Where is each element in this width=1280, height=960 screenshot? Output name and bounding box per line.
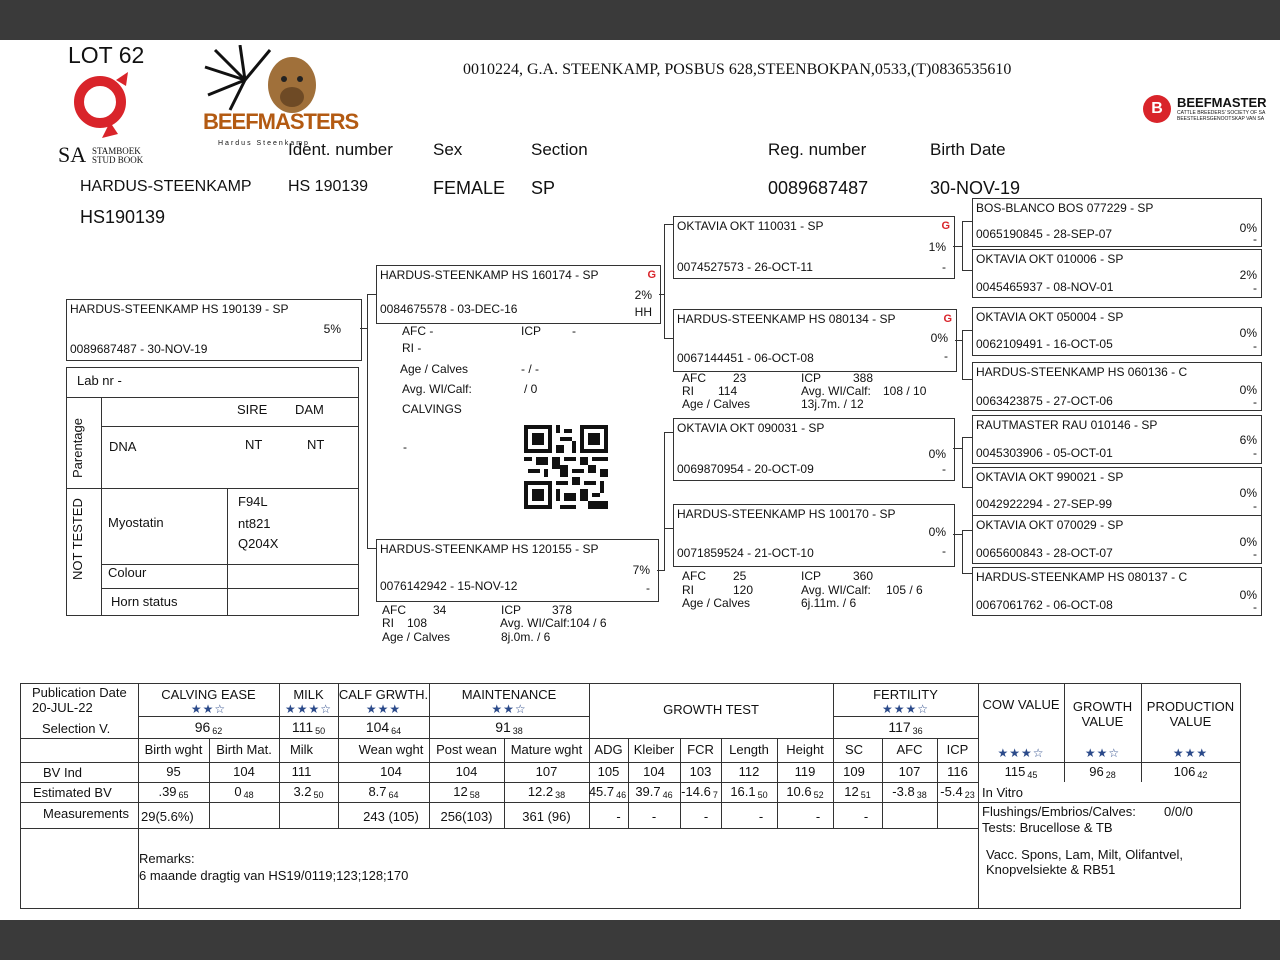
dam-age-calves: 8j.0m. / 6 [501,630,551,644]
gp-age-label: Age / Calves [682,397,751,411]
sire-avg: / 0 [524,382,538,396]
bv-value: 107 [898,764,921,779]
gp-afc: 25 [733,569,747,583]
ggp-dash: - [1253,232,1257,246]
gp-afc-label: AFC [682,371,706,385]
great-grandparent-box-7 [972,515,1262,564]
col-reg: Reg. number [768,140,867,159]
ggp-name: OKTAVIA OKT 010006 - SP [976,252,1124,266]
horn-status-label: Horn status [111,594,178,609]
grandparent-box-2 [673,309,957,372]
estimated-bv-label: Estimated BV [33,785,112,800]
stamboek-symbol-icon [58,72,158,142]
vaccinations-line-2: Knopvelsiekte & RB51 [986,862,1116,877]
gp-age-label: Age / Calves [682,596,751,610]
gp-afc-label: AFC [682,569,706,583]
great-grandparent-box-3 [972,307,1262,356]
grandparent-reg: 0069870954 - 20-OCT-09 [677,462,814,476]
bv-value: 119 [794,764,816,779]
in-vitro-label: In Vitro [982,785,1023,800]
ggp-reg: 0067061762 - 06-OCT-08 [976,598,1113,612]
sire-pct: 2% [634,288,652,302]
growth-value-stars-icon: ★★☆ [1084,746,1121,760]
calf-growth-stars-icon: ★★★ [365,702,402,716]
grandparent-reg: 0071859524 - 21-OCT-10 [677,546,814,560]
gp-avg-label: Avg. WI/Calf: [801,583,871,597]
sire-icp-label: ICP [521,324,542,338]
cow-value-header: COW VALUE [982,697,1060,712]
bv-value: 104 [455,764,478,779]
bv-value: 105 [597,764,620,779]
grandparent-pct: 0% [930,331,948,345]
col-sex: Sex [433,140,463,159]
est-value: 12 $_{58}$ [453,784,480,800]
col-birth-mat: Birth Mat. [216,742,272,757]
dam-name: HARDUS-STEENKAMP HS 120155 - SP [380,542,599,556]
est-value: 12 $_{51}$ [844,784,871,800]
myostatin-label: Myostatin [108,515,164,530]
animal-reg: 0089687487 [768,178,869,198]
remarks-text: 6 maande dragtig van HS19/0119;123;128;170 [139,868,409,883]
great-grandparent-box-5 [972,415,1262,464]
grandparent-pct: 0% [928,447,946,461]
animal-birth: 30-NOV-19 [930,178,1021,198]
beefmasters-text: BEEFMASTERS [203,109,359,134]
ggp-pct: 0% [1239,588,1257,602]
grandparent-name: OKTAVIA OKT 090031 - SP [677,421,825,435]
society-name: BEEFMASTER [1177,95,1267,110]
col-kleiber: Kleiber [633,742,675,757]
stamboek-logo [58,72,158,167]
owner-details: 0010224, G.A. STEENKAMP, POSBUS 628,STEENBOKPAN,0533,(T)0836535610 [463,61,1012,78]
ggp-dash: - [1253,600,1257,614]
dam-afc: 34 [433,603,447,617]
myostatin-nt821: nt821 [238,516,271,531]
ggp-reg: 0045465937 - 08-NOV-01 [976,280,1114,294]
gt-icon: G [943,313,952,325]
lot-number: LOT 62 [68,42,145,68]
grandparent-dash: - [942,544,946,558]
gp-ri: 120 [733,583,754,597]
col-sc: SC [844,742,864,757]
grandparent-reg: 0067144451 - 06-OCT-08 [677,351,814,365]
subject-reg: 0089687487 - 30-NOV-19 [70,342,208,356]
ggp-reg: 0042922294 - 27-SEP-99 [976,497,1113,511]
ggp-pct: 0% [1239,326,1257,340]
stamboek-text: STAMBOEK [92,146,141,156]
great-grandparent-box-2 [972,249,1262,298]
bv-value: 104 [380,764,402,779]
top-bar [0,0,1280,40]
bv-value: 104 [233,764,255,779]
col-icp: ICP [946,742,969,757]
gp-icp: 388 [853,371,874,385]
gp-age: 6j.11m. / 6 [801,596,857,610]
grandparent-name: HARDUS-STEENKAMP HS 100170 - SP [677,507,896,521]
meas-value: 361 (96) [522,809,571,824]
gp-avg: 108 / 10 [883,384,927,398]
col-height: Height [786,742,824,757]
ggp-name: HARDUS-STEENKAMP HS 080137 - C [976,570,1188,584]
flushings-value: 0/0/0 [1164,804,1193,819]
sire-reg: 0084675578 - 03-DEC-16 [380,302,518,316]
dna-dam: NT [307,437,325,452]
society-sub2: BEESTELERSGENOOTSKAP VAN SA [1177,116,1265,122]
sel-maint: 91 $_{38}$ [495,719,523,736]
maintenance-header: MAINTENANCE ★★☆ [429,687,589,716]
beefmasters-sub: Hardus Steenkamp [218,140,310,147]
est-value: .39 $_{65}$ [158,784,189,800]
bv-growth-value: 96 $_{28}$ [1089,764,1116,780]
ggp-pct: 0% [1239,221,1257,235]
subject-box [66,299,362,361]
bv-production-value: 106 $_{42}$ [1173,764,1208,780]
dam-ri: 108 [407,616,428,630]
sel-calving: 96 $_{62}$ [194,719,223,736]
meas-value: - [703,809,709,824]
grandparent-dash: - [942,462,946,476]
animal-sex: FEMALE [433,178,506,198]
growth-value-header: GROWTH VALUE [1072,699,1133,729]
sire-hh: HH [634,305,652,319]
est-value: -5.4 $_{23}$ [940,784,975,800]
parentage-label: Parentage [70,418,85,478]
dam-afc-label: AFC [382,603,406,617]
meas-value: - [616,809,621,824]
ggp-pct: 0% [1239,486,1257,500]
windmill-cow-icon [200,45,330,115]
lab-box [66,367,359,616]
ggp-reg: 0045303906 - 05-OCT-01 [976,446,1113,460]
great-grandparent-box-8 [972,567,1262,616]
bv-ind-label: BV Ind [43,765,83,780]
grandparent-box-3 [673,418,955,481]
col-birth-wght: Birth wght [144,742,203,757]
meas-value: - [758,809,764,824]
production-value-stars-icon: ★★★ [1172,746,1209,760]
fertility-header: FERTILITY ★★★☆ [833,687,978,716]
ggp-pct: 0% [1239,535,1257,549]
est-value: 45.7 $_{46}$ [588,784,627,800]
bv-value: 95 [166,764,181,779]
ggp-name: BOS-BLANCO BOS 077229 - SP [976,201,1154,215]
beefmaster-society-logo [1143,93,1273,128]
ggp-reg: 0062109491 - 16-OCT-05 [976,337,1113,351]
col-section: Section [531,140,588,159]
gp-avg-label: Avg. WI/Calf: [801,384,871,398]
meas-value: 256(103) [440,809,493,824]
dna-sire: NT [245,437,263,452]
est-value: 8.7 $_{64}$ [368,784,399,800]
bv-value: 109 [843,764,865,779]
bv-value: 112 [738,764,760,779]
ggp-name: OKTAVIA OKT 990021 - SP [976,470,1124,484]
gp-ri: 114 [718,384,738,398]
bottom-bar [0,920,1280,960]
dam-icp: 378 [552,603,573,617]
lab-nr: Lab nr - [77,373,122,388]
studbook-text: STUD BOOK [92,155,144,165]
gp-ri-label: RI [682,384,694,398]
ggp-dash: - [1253,281,1257,295]
grandparent-box-1 [673,216,955,279]
ggp-reg: 0065600843 - 28-OCT-07 [976,546,1113,560]
colour-label: Colour [108,565,147,580]
sire-col: SIRE [237,402,268,417]
dam-icp-label: ICP [501,603,522,617]
sire-avg-label: Avg. WI/Calf: [402,382,472,396]
calvings-dash: - [403,440,407,454]
calving-ease-header: CALVING EASE ★★☆ [138,687,279,716]
cow-value-stars-icon: ★★★☆ [997,746,1045,760]
ggp-reg: 0063423875 - 27-OCT-06 [976,394,1113,408]
col-mature-wght: Mature wght [510,742,583,757]
est-value: 0 $_{48}$ [234,784,254,800]
gp-icp: 360 [853,569,874,583]
meas-value: - [863,809,869,824]
animal-code: HS190139 [80,207,166,227]
grandparent-name: HARDUS-STEENKAMP HS 080134 - SP [677,312,896,326]
gp-ri-label: RI [682,583,694,597]
breeding-values-table [20,683,1241,909]
ggp-pct: 0% [1239,383,1257,397]
col-length: Length [729,742,769,757]
animal-section: SP [531,178,556,198]
sel-fert: 117 $_{36}$ [888,719,923,736]
col-afc: AFC [896,742,923,757]
animal-prefix: HARDUS-STEENKAMP [80,178,252,195]
grandparent-box-4 [673,504,955,567]
great-grandparent-box-6 [972,467,1262,516]
gp-icp-label: ICP [801,371,822,385]
est-value: -14.6 $_7$ [681,784,718,800]
est-value: 3.2 $_{50}$ [293,784,324,800]
bv-value: 104 [643,764,665,779]
gp-avg: 105 / 6 [886,583,923,597]
ggp-dash: - [1253,446,1257,460]
col-ident: Ident. number [288,140,393,159]
meas-value: 243 (105) [363,809,419,824]
sire-age-calves-label: Age / Calves [400,362,469,376]
col-wean-wght: Wean wght [358,742,424,757]
meas-value: - [815,809,821,824]
ggp-dash: - [1253,499,1257,513]
publication-date: 20-JUL-22 [32,700,93,715]
milk-header: MILK ★★★☆ [279,687,338,716]
subject-name: HARDUS-STEENKAMP HS 190139 - SP [70,302,289,316]
calving-ease-stars-icon: ★★☆ [190,702,227,716]
measurements-label: Measurements [43,806,129,821]
dam-pct: 7% [632,563,650,577]
sire-name: HARDUS-STEENKAMP HS 160174 - SP [380,268,599,282]
remarks-label: Remarks: [139,851,195,866]
dam-dash: - [646,581,650,595]
production-value-header: PRODUCTION VALUE [1146,699,1235,729]
selection-label: Selection V. [42,721,111,736]
est-value: -3.8 $_{38}$ [892,784,927,800]
gp-afc: 23 [733,371,747,385]
great-grandparent-box-4 [972,362,1262,411]
ggp-dash: - [1253,395,1257,409]
sire-age-calves: - / - [521,362,539,376]
dam-reg: 0076142942 - 15-NOV-12 [380,579,518,593]
est-value: 12.2 $_{38}$ [527,784,566,800]
tests-text: Tests: Brucellose & TB [982,820,1113,835]
animal-ident: HS 190139 [288,178,369,195]
ggp-dash: - [1253,547,1257,561]
ggp-reg: 0065190845 - 28-SEP-07 [976,227,1113,241]
col-adg: ADG [594,742,623,757]
col-post-wean: Post wean [436,742,497,757]
stamboek-sa: SA [58,142,87,167]
gp-age: 13j.7m. / 12 [801,397,864,411]
calvings-label: CALVINGS [402,402,462,416]
dam-col: DAM [295,402,324,417]
est-value: 16.1 $_{50}$ [730,784,768,800]
calf-growth-header: CALF GRWTH. ★★★ [338,687,429,716]
grandparent-pct: 0% [928,525,946,539]
bv-value: 107 [535,764,558,779]
qr-code-icon [523,425,609,509]
col-birth: Birth Date [930,140,1006,159]
grandparent-dash: - [944,349,948,363]
bv-value: 111 [291,764,312,779]
great-grandparent-box-1 [972,198,1262,247]
ggp-pct: 2% [1239,268,1257,282]
ggp-name: HARDUS-STEENKAMP HS 060136 - C [976,365,1188,379]
growth-test-header: GROWTH TEST [663,702,759,717]
col-fcr: FCR [687,742,714,757]
bv-cow-value: 115 $_{45}$ [1004,764,1038,780]
est-value: 10.6 $_{52}$ [786,784,824,800]
grandparent-name: OKTAVIA OKT 110031 - SP [677,219,824,233]
est-value: 39.7 $_{46}$ [635,784,673,800]
ggp-pct: 6% [1239,433,1257,447]
bv-value: 103 [689,764,712,779]
ggp-name: RAUTMASTER RAU 010146 - SP [976,418,1158,432]
sel-calf: 104 $_{64}$ [365,719,402,736]
flushings-label: Flushings/Embrios/Calves: [982,804,1136,819]
sire-box [376,265,661,324]
myostatin-q204x: Q204X [238,536,279,551]
myostatin-f94l: F94L [238,494,268,509]
fertility-stars-icon: ★★★☆ [881,702,930,716]
vaccinations-line-1: Vacc. Spons, Lam, Milt, Olifantvel, [986,847,1183,862]
ggp-name: OKTAVIA OKT 070029 - SP [976,518,1124,532]
dam-box [376,539,659,602]
society-sub1: CATTLE BREEDERS' SOCIETY OF SA [1177,110,1266,116]
col-milk: Milk [289,742,314,757]
maintenance-stars-icon: ★★☆ [491,702,527,716]
not-tested-label: NOT TESTED [70,498,85,580]
society-badge-icon: B [1143,95,1171,123]
ggp-name: OKTAVIA OKT 050004 - SP [976,310,1124,324]
gt-icon: G [647,269,656,281]
gt-icon: G [941,220,950,232]
subject-pct: 5% [323,322,341,336]
sel-milk: 111 $_{50}$ [291,719,326,736]
dam-avg: Avg. WI/Calf:104 / 6 [500,616,607,630]
meas-value: - [651,809,657,824]
grandparent-pct: 1% [928,240,946,254]
publication-label: Publication Date [32,685,127,700]
dna-label: DNA [109,439,137,454]
sire-afc: AFC - [402,324,434,338]
meas-value: 29(5.6%) [141,809,194,824]
sire-ri: RI - [402,341,422,355]
bv-value: 116 [947,764,968,779]
grandparent-reg: 0074527573 - 26-OCT-11 [677,260,813,274]
ggp-dash: - [1253,339,1257,353]
dam-age-calves-label: Age / Calves [382,630,451,644]
sire-icp: - [572,324,576,338]
dam-ri-label: RI [382,616,394,630]
gp-icp-label: ICP [801,569,822,583]
grandparent-dash: - [942,260,946,274]
milk-stars-icon: ★★★☆ [284,702,333,716]
